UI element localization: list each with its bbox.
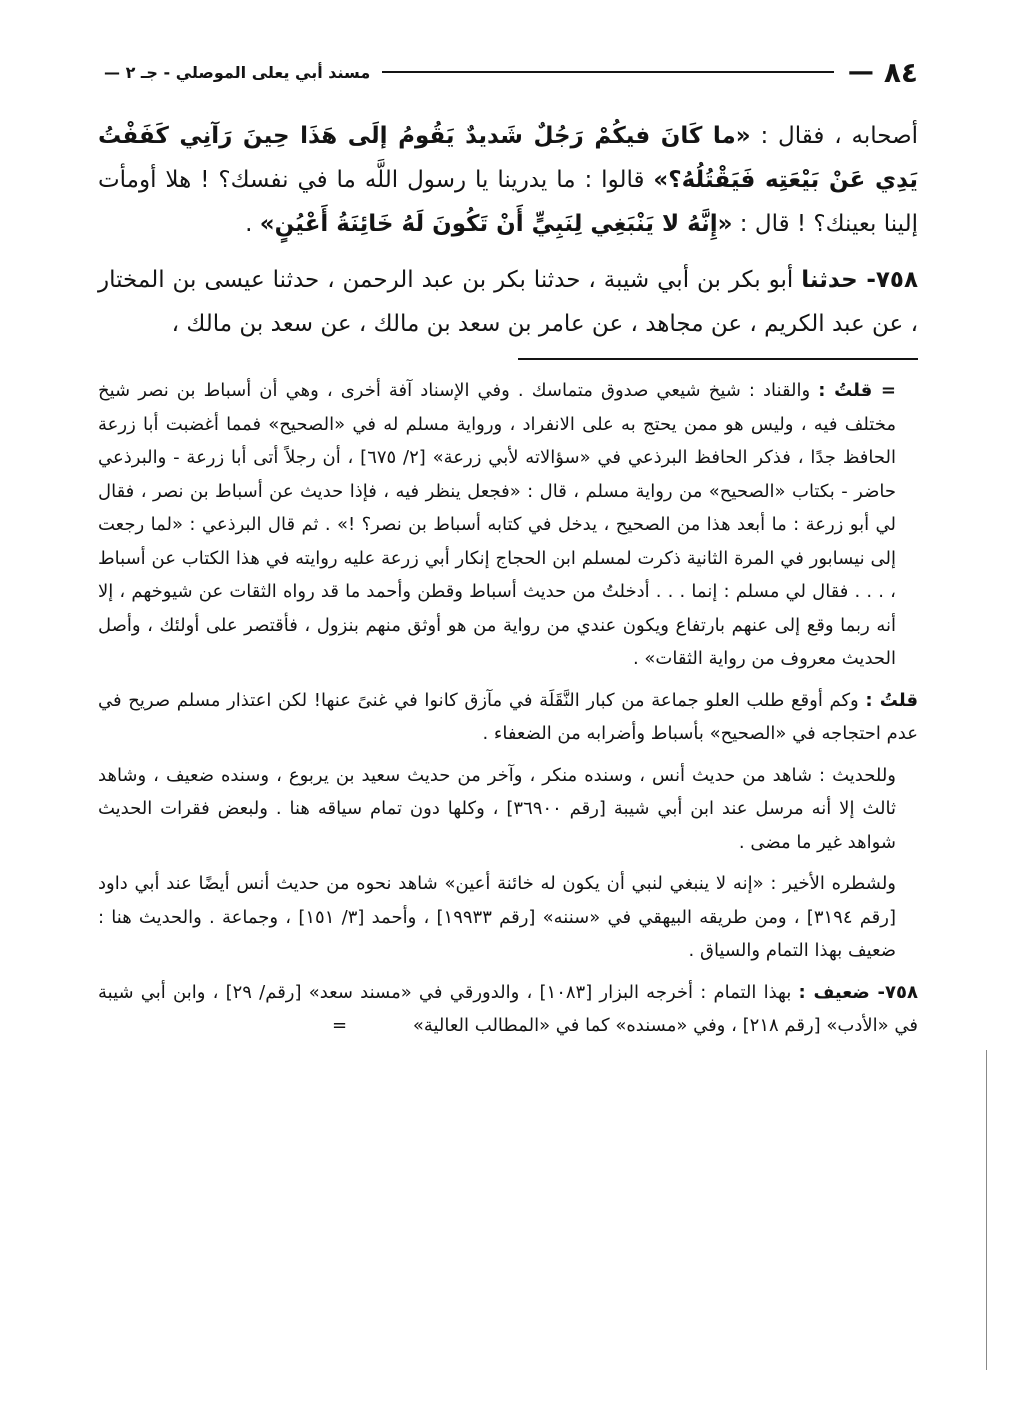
book-page — [98, 50, 918, 1051]
continuation-mark: = — [331, 1015, 348, 1036]
footnote-lead: قلتُ : — [865, 689, 918, 711]
hadith-middle: قالوا : ما يدرينا يا رسول اللَّه ما في نفسك؟ ! هلا أومأت إلينا بعينك؟ ! قال : — [98, 167, 918, 237]
footnote-lead: ٧٥٨- ضعيف : — [798, 981, 918, 1003]
hadith-continuation — [98, 114, 918, 246]
prophetic-quote-2: «إِنَّهُ لا يَنْبَغِي لِنَبِيٍّ أَنْ تَكُونَ لَهُ خَائِنَةُ أَعْيُنٍ» — [259, 211, 733, 237]
footnote-shatr: ولشطره الأخير : «إنه لا ينبغي لنبي أن يكون له خائنة أعين» شاهد نحوه من حديث أنس أيضًا عند أبي داود [رقم ٣١٩٤] ، ومن طريقه البيهقي في «سننه» [رقم ١٩٩٣٣] ، وأحمد [٣/ ١٥١] ، وجماعة . والحديث هنا : ضعيف بهذا التمام والسياق . — [98, 873, 897, 961]
footnotes — [98, 374, 918, 1043]
running-header — [98, 50, 918, 94]
main-text — [98, 114, 918, 346]
prophetic-quote-1: «ما كَانَ فيكُمْ رَجُلٌ شَديدٌ يَقُومُ إلَى هَذَا حِينَ رَآنِي كَفَفْتُ يَدِي عَنْ بَيْعَتِه فَيَقْتُلُهُ؟» — [98, 123, 918, 193]
scan-edge-line — [986, 1050, 987, 1370]
footnote-lead: = قلتُ : — [818, 380, 896, 401]
page-number: ٨٤ — [883, 55, 918, 89]
hadith-intro: أصحابه ، فقال : — [750, 123, 918, 149]
footnote-divider — [518, 358, 918, 360]
hadith-end: . — [245, 211, 260, 237]
footnote-758 — [98, 976, 918, 1043]
header-rule — [382, 71, 834, 73]
header-dash: — — [847, 57, 874, 87]
hadith-number: ٧٥٨- حدثنا — [801, 267, 919, 293]
footnote-qultu-1 — [98, 374, 918, 676]
footnote-text: بهذا التمام : أخرجه البزار [١٠٨٣] ، والدورقي في «مسند سعد» [رقم/ ٢٩] ، وابن أبي شيبة في «الأدب» [رقم ٢١٨] ، وفي «مسنده» كما في «المطالب العالية» — [98, 981, 918, 1036]
hadith-isnad: أبو بكر بن أبي شيبة ، حدثنا بكر بن عبد الرحمن ، حدثنا عيسى بن المختار ، عن عبد الكريم ، عن مجاهد ، عن عامر بن سعد بن مالك ، عن سعد بن مالك ، — [98, 267, 918, 337]
footnote-text: وكم أوقع طلب العلو جماعة من كبار النَّقَلَة في مآزق كانوا في غنىً عنها! لكن اعتذار مسلم صريح في عدم احتجاجه في «الصحيح» بأسباط وأضرابه من الضعفاء . — [98, 689, 918, 744]
hadith-758 — [98, 258, 918, 346]
running-title: مسند أبي يعلى الموصلي - جـ ٢ — — [104, 62, 371, 82]
footnote-shawahid: وللحديث : شاهد من حديث أنس ، وسنده منكر ، وآخر من حديث سعيد بن يربوع ، وسنده ضعيف ، وشاهد ثالث إلا أنه مرسل عند ابن أبي شيبة [رقم ٣٦٩٠٠] ، وكلها دون تمام سياقه هنا . ولبعض فقرات الحديث شواهد غير ما مضى . — [98, 764, 896, 853]
footnote-qultu-2 — [98, 684, 918, 751]
footnote-text: والقناد : شيخ شيعي صدوق متماسك . وفي الإسناد آفة أخرى ، وهي أن أسباط بن نصر شيخ مختلف فيه ، وليس هو ممن يحتج به على الانفراد ، ورواية مسلم له في «الصحيح» فمما أغضبت أبا زرعة الحافظ جدًا ، فذكر الحافظ البرذعي في «سؤالاته لأبي زرعة» [٢/ ٦٧٥] ، أن رجلاً أتى أبا زرعة - والبرذعي حاضر - بكتاب «الصحيح» من رواية مسلم ، قال : «فجعل ينظر فيه ، فإذا حديث عن أسباط بن نصر ، فقال لي أبو زرعة : ما أبعد هذا من الصحيح ، يدخل في كتابه أسباط بن نصر؟ !» . ثم قال البرذعي : «لما رجعت إلى نيسابور في المرة الثانية ذكرت لمسلم ابن الحجاج إنكار أبي زرعة عليه روايته في هذا الكتاب عن أسباط ، . . . فقال لي مسلم : إنما . . . أدخلتُ من حديث أسباط وقطن وأحمد ما قد رواه الثقات عن شيوخهم ، إلا أنه ربما وقع إلى عنهم بارتفاع ويكون عندي من رواية من هو أوثق منهم بنزول ، فأقتصر على أولئك ، وأصل الحديث معروف من رواية الثقات» . — [98, 380, 897, 669]
